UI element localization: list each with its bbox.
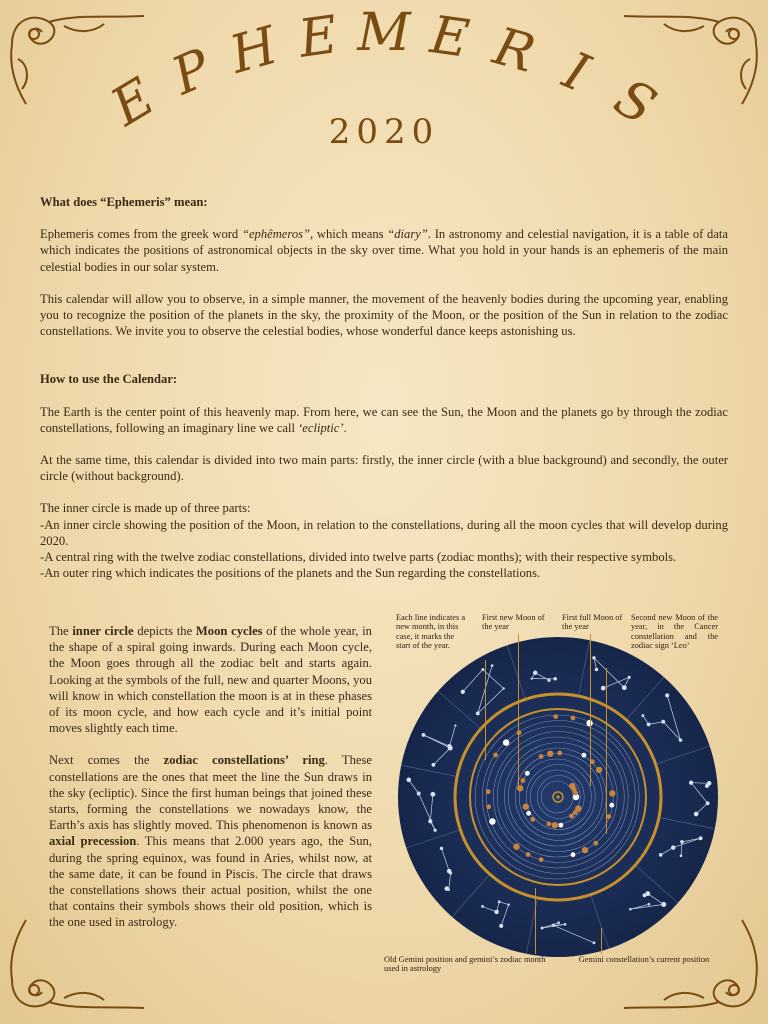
callout-month-line: Each line indicates a new month, in this case, it marks the start of the year.: [396, 613, 466, 651]
paragraph: Ephemeris comes from the greek word “ephêmeros”, which means “diary”. In astronomy and celestial navigation, it is a table of data which indicates the positions of astronomical objects in the sky over time. What you hold in your hands is an ephemeris of the main celestial bodies in our solar system.: [40, 227, 728, 274]
page-title: [0, 0, 768, 200]
explanation-column: [49, 623, 372, 931]
title-letter: M: [357, 3, 411, 63]
title-letter: S: [604, 67, 666, 138]
moon-icon: [609, 790, 615, 796]
moon-icon: [575, 805, 581, 811]
moon-icon: [553, 714, 558, 719]
title-letter: E: [426, 5, 473, 70]
moon-icon: [539, 754, 544, 759]
title-letter: I: [554, 40, 598, 105]
moon-icon: [571, 716, 576, 721]
paragraph: The inner circle depicts the Moon cycles of the whole year, in the shape of a spiral going inwards. During each Moon cycle, the Moon goes through all the zodiac belt and starts again. Looking at the symbols of the full, new and quarter Moons, you will know in which constellation the moon is at in these phases of its moon cycle, and how each cycle and it’s initial point moves slightly each time.: [49, 624, 372, 736]
leader-line: [485, 660, 486, 760]
moon-icon: [539, 857, 544, 862]
moon-icon: [486, 804, 491, 809]
moon-icon: [582, 753, 587, 758]
leader-line: [518, 634, 519, 789]
list-item: -An inner circle showing the position of the Moon, in relation to the constellations, during all the moon cycles that will develop during 2020.: [40, 517, 728, 548]
title-letter: H: [223, 15, 284, 86]
section-heading: How to use the Calendar:: [40, 372, 178, 387]
list-item: -A central ring with the twelve zodiac constellations, divided into twelve parts (zodiac months); with their respective symbols.: [40, 550, 677, 565]
leader-line: [601, 928, 602, 954]
leader-line: [606, 668, 607, 834]
callout-old-gemini: Old Gemini position and gemini’s zodiac month used in astrology: [384, 955, 546, 974]
paragraph: The inner circle is made up of three parts:: [40, 501, 251, 516]
leader-line: [590, 634, 591, 786]
moon-icon: [609, 803, 614, 808]
callout-second-new-moon: Second new Moon of the year, in the Cancer constellation and the zodiac sign ‘Leo’: [631, 613, 718, 651]
callout-first-full-moon: First full Moon of the year: [562, 613, 623, 632]
moon-icon: [489, 818, 495, 824]
ephemeris-chart: [392, 605, 728, 985]
moon-icon: [547, 751, 553, 757]
year-heading: 2020: [328, 112, 440, 152]
moon-icon: [593, 841, 598, 846]
moon-icon: [503, 739, 509, 745]
title-letter: R: [487, 16, 542, 85]
moon-icon: [546, 822, 551, 827]
paragraph: This calendar will allow you to observe, in a simple manner, the movement of the heavenly bodies during the upcoming year, enabling you to recognize the position of the planets in the sky, the proximity of the Moon, or the position of the Sun in relation to the zodiac constellations. We invite you to observe the celestial bodies, whose wonderful dance keeps astonishing us.: [40, 291, 728, 339]
moon-icon: [530, 817, 535, 822]
callout-current-gemini: Gemini constellation’s current position: [578, 955, 710, 964]
moon-icon: [513, 844, 519, 850]
moon-icon: [526, 811, 531, 816]
leader-line: [535, 888, 536, 954]
section-heading: What does “Ephemeris” mean:: [40, 195, 208, 209]
moon-icon: [557, 751, 562, 756]
moon-icon: [521, 778, 526, 783]
moon-icon: [552, 822, 558, 828]
list-item: -An outer ring which indicates the positions of the planets and the Sun regarding the constellations.: [40, 566, 541, 581]
moon-icon: [582, 847, 588, 853]
moon-icon: [525, 771, 530, 776]
callout-first-new-moon: First new Moon of the year: [482, 613, 545, 632]
title-letter: E: [295, 5, 342, 70]
paragraph: At the same time, this calendar is divided into two main parts: firstly, the inner circle (with a blue background) and secondly, the outer circle (without background).: [40, 453, 728, 484]
star-icon: [434, 829, 437, 832]
moon-icon: [606, 814, 611, 819]
paragraph: The Earth is the center point of this heavenly map. From here, we can see the Sun, the Moon and the planets go by through the zodiac constellations, following an imaginary line we call ‘ecliptic’.: [40, 404, 728, 435]
intro-section: [40, 194, 728, 581]
moon-icon: [596, 767, 602, 773]
moon-icon: [526, 852, 531, 857]
title-letter: P: [163, 38, 220, 108]
moon-icon: [486, 789, 491, 794]
star-icon: [659, 853, 662, 856]
title-letter: E: [101, 67, 165, 139]
moon-icon: [493, 753, 498, 758]
moon-icon: [523, 804, 529, 810]
moon-icon: [571, 852, 576, 857]
moon-icon: [569, 814, 574, 819]
paragraph: Next comes the zodiac constellations’ ring. These constellations are the ones that meet the line the Sun draws in the sky (ecliptic). Since the first human beings that joined these starts, forming the constellations we nowadays know, the Earth’s axis has slightly moved. This phenomenon is known as axial precession. This means that 2.000 years ago, the Sun, during the spring equinox, was found in Aries, whilst now, at the same date, it can be found in Piscis. The circle that draws the constellations shows their actual position, whilst the one that contains their symbols shows their old position, which is the one used in astrology.: [49, 753, 372, 930]
moon-icon: [569, 783, 575, 789]
moon-icon: [559, 823, 564, 828]
star-icon: [445, 887, 449, 891]
